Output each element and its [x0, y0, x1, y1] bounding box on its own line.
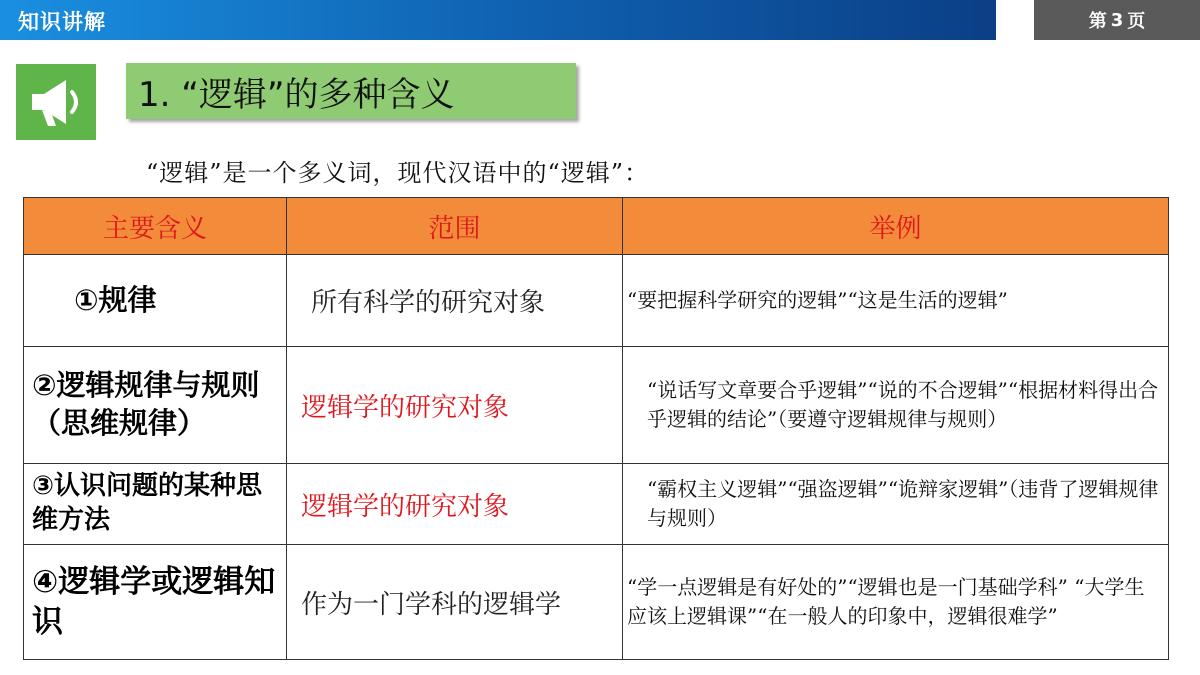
megaphone-icon-box	[16, 64, 96, 140]
example-text: “学一点逻辑是有好处的”“逻辑也是一门基础学科” “大学生应该上逻辑课”“在一般人的印象中，逻辑很难学”	[627, 575, 1145, 628]
example-cell	[623, 464, 1169, 545]
section-title: 知识讲解	[18, 10, 106, 34]
example-text: “说话写文章要合乎逻辑”“说的不合逻辑”“根据材料得出合乎逻辑的结论”（要遵守逻辑规律与规则）	[647, 378, 1159, 431]
page-prefix: 第	[1088, 11, 1107, 32]
table-row	[24, 347, 1169, 464]
scope-cell: 作为一门学科的逻辑学	[287, 545, 623, 660]
example-text: “霸权主义逻辑”“强盗逻辑”“诡辩家逻辑”（违背了逻辑规律与规则）	[647, 477, 1159, 530]
table-header-row	[24, 198, 1169, 255]
intro-text: “逻辑”是一个多义词，现代汉语中的“逻辑”：	[146, 159, 650, 187]
table-row	[24, 545, 1169, 660]
meaning-cell: ④逻辑学或逻辑知识	[24, 545, 287, 660]
meaning-cell: ③认识问题的某种思维方法	[24, 464, 287, 545]
scope-cell: 逻辑学的研究对象	[287, 347, 623, 464]
page-number: 3	[1110, 9, 1124, 31]
scope-cell: 逻辑学的研究对象	[287, 464, 623, 545]
heading-box	[126, 63, 576, 119]
section-heading: 1. “逻辑”的多种含义	[138, 74, 455, 115]
example-cell	[623, 255, 1169, 347]
example-text: “要把握科学研究的逻辑”“这是生活的逻辑”	[627, 288, 1008, 312]
example-cell	[623, 347, 1169, 464]
example-cell	[623, 545, 1169, 660]
meaning-cell: ②逻辑规律与规则（思维规律）	[24, 347, 287, 464]
scope-cell: 所有科学的研究对象	[287, 255, 623, 347]
page-indicator	[1034, 0, 1200, 40]
meanings-table	[23, 197, 1169, 660]
header-meaning: 主要含义	[24, 198, 287, 255]
meaning-cell: ①规律	[24, 255, 287, 347]
page-suffix: 页	[1127, 11, 1146, 32]
header-scope: 范围	[287, 198, 623, 255]
top-bar	[0, 0, 996, 40]
megaphone-icon	[26, 74, 86, 130]
table-row	[24, 464, 1169, 545]
table-row	[24, 255, 1169, 347]
header-example: 举例	[623, 198, 1169, 255]
